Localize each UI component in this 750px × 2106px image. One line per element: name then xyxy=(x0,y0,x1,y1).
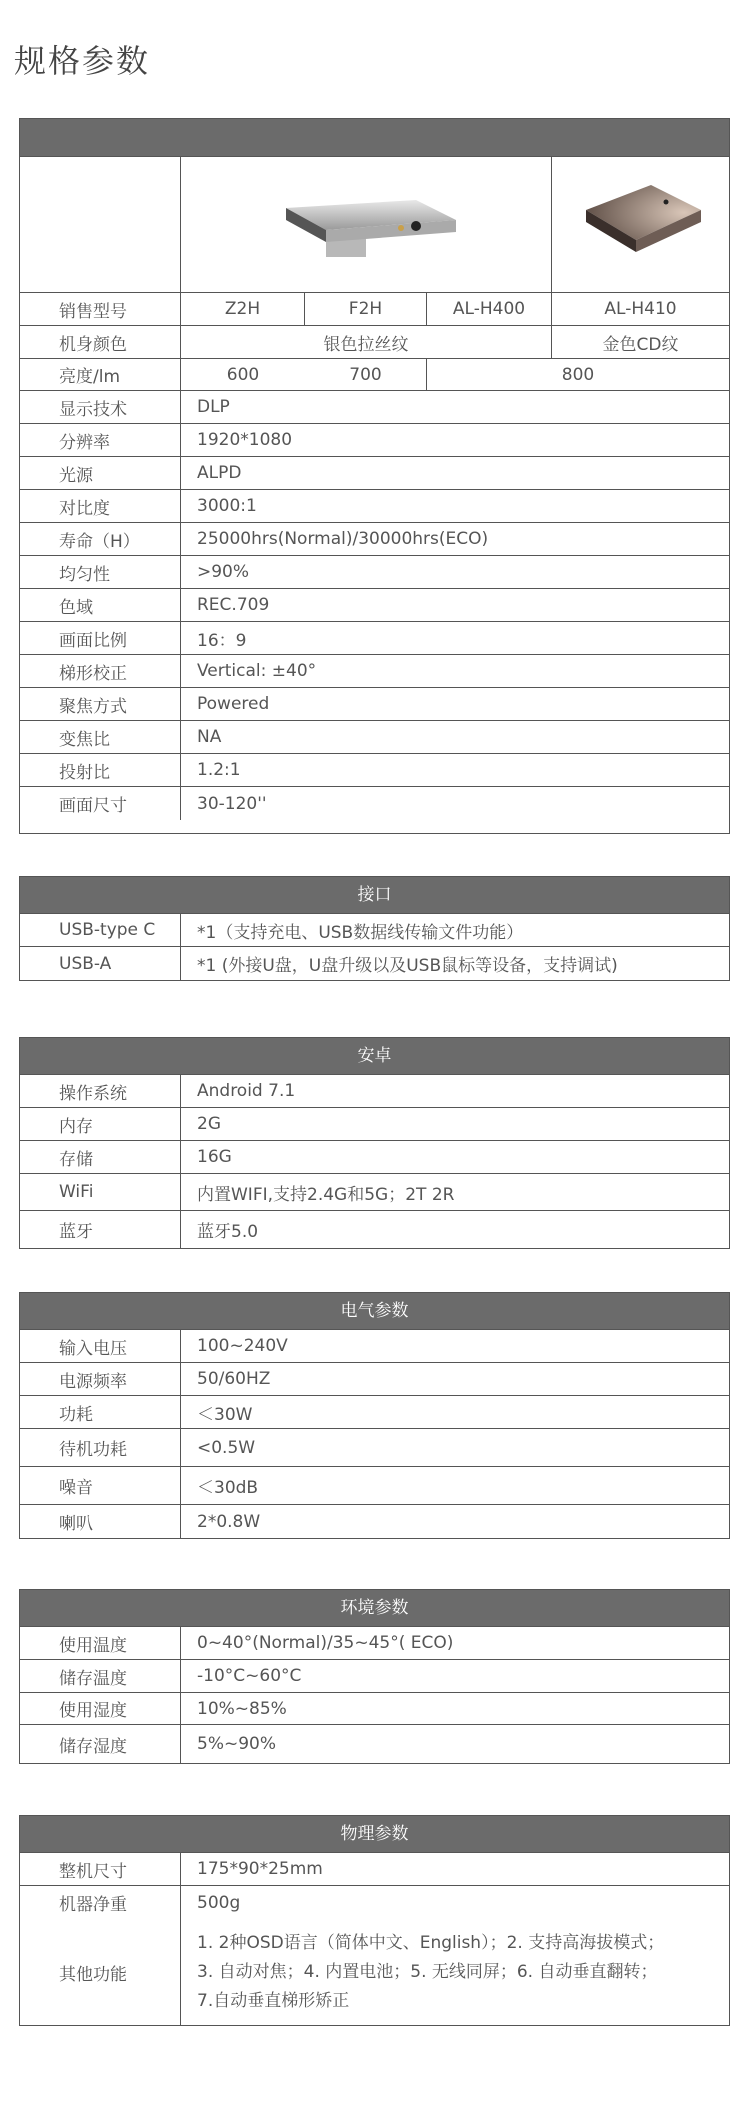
spec-row xyxy=(20,457,729,490)
other-features-row xyxy=(20,1919,729,2025)
spec-row xyxy=(20,490,729,523)
interface-table xyxy=(19,876,730,981)
row-value: *1 (外接U盘，U盘升级以及USB鼠标等设备，支持调试) xyxy=(197,956,618,976)
row-label: 聚焦方式 xyxy=(20,688,181,720)
row-value: Powered xyxy=(197,694,270,714)
row-label: 内存 xyxy=(20,1108,181,1140)
spec-row xyxy=(20,1886,729,1919)
other-features-value xyxy=(181,1919,729,2025)
row-value: ＜30W xyxy=(197,1404,253,1425)
row-label: 存储 xyxy=(20,1141,181,1173)
row-value: 2*0.8W xyxy=(197,1511,261,1532)
spec-row xyxy=(20,1211,729,1248)
row-label: 功耗 xyxy=(20,1396,181,1428)
row-label: 整机尺寸 xyxy=(20,1853,181,1885)
page-title: 规格参数 xyxy=(14,42,151,80)
spec-row xyxy=(20,1363,729,1396)
spec-row xyxy=(20,914,729,947)
row-label: 使用湿度 xyxy=(20,1693,181,1724)
sales-model-label: 销售型号 xyxy=(20,293,181,325)
row-label: 输入电压 xyxy=(20,1330,181,1362)
row-value: 25000hrs(Normal)/30000hrs(ECO) xyxy=(197,529,489,549)
projector-silver-image xyxy=(266,180,466,270)
spec-row xyxy=(20,1429,729,1467)
spec-table xyxy=(19,118,730,834)
row-label: 对比度 xyxy=(20,490,181,522)
row-value: 3000:1 xyxy=(197,496,257,516)
other-features-label: 其他功能 xyxy=(20,1919,181,2025)
spec-row xyxy=(20,947,729,980)
spec-row xyxy=(20,1627,729,1660)
row-value: 5%~90% xyxy=(197,1734,276,1754)
model-cell: F2H xyxy=(305,293,427,325)
spec-row xyxy=(20,1141,729,1174)
section-title: 电气参数 xyxy=(20,1293,729,1330)
row-label: 梯形校正 xyxy=(20,655,181,687)
body-color-label: 机身颜色 xyxy=(20,326,181,358)
spec-row xyxy=(20,391,729,424)
row-value: 0~40°(Normal)/35~45°( ECO) xyxy=(197,1633,454,1653)
spec-row xyxy=(20,1174,729,1211)
environment-table xyxy=(19,1589,730,1764)
row-value: 10%~85% xyxy=(197,1698,287,1719)
product-image-silver xyxy=(181,157,552,292)
spec-row xyxy=(20,1505,729,1538)
spec-row xyxy=(20,556,729,589)
row-value: REC.709 xyxy=(197,595,270,615)
row-value: -10°C~60°C xyxy=(197,1666,302,1686)
physical-table xyxy=(19,1815,730,2026)
projector-gold-image xyxy=(576,180,706,270)
row-label: 画面尺寸 xyxy=(20,787,181,820)
row-label: 色域 xyxy=(20,589,181,621)
spec-row xyxy=(20,1853,729,1886)
row-label: 储存湿度 xyxy=(20,1725,181,1763)
row-value: 2G xyxy=(197,1114,221,1134)
spec-row xyxy=(20,1396,729,1429)
row-value: ALPD xyxy=(197,463,242,483)
row-value: <0.5W xyxy=(197,1437,256,1458)
sales-model-row xyxy=(20,293,729,326)
electrical-table xyxy=(19,1292,730,1539)
row-value: 内置WIFI,支持2.4G和5G；2T 2R xyxy=(197,1184,455,1205)
spec-row xyxy=(20,754,729,787)
row-label: 电源频率 xyxy=(20,1363,181,1395)
color-silver: 银色拉丝纹 xyxy=(181,326,552,358)
spec-row xyxy=(20,721,729,754)
spec-row xyxy=(20,1330,729,1363)
row-value: 175*90*25mm xyxy=(197,1859,323,1879)
spec-row xyxy=(20,589,729,622)
row-value: 100~240V xyxy=(197,1336,288,1356)
brightness-row xyxy=(20,359,729,391)
spec-table-header-bar xyxy=(20,119,729,157)
row-label: 变焦比 xyxy=(20,721,181,753)
body-color-row xyxy=(20,326,729,359)
android-table xyxy=(19,1037,730,1249)
spec-row xyxy=(20,688,729,721)
row-label: 均匀性 xyxy=(20,556,181,588)
spec-row xyxy=(20,424,729,457)
row-value: 蓝牙5.0 xyxy=(197,1222,259,1242)
row-label: 操作系统 xyxy=(20,1075,181,1107)
row-label: 机器净重 xyxy=(20,1886,181,1919)
row-value: DLP xyxy=(197,397,230,417)
row-label: 喇叭 xyxy=(20,1505,181,1538)
row-value: 30-120'' xyxy=(197,793,267,814)
spec-row xyxy=(20,787,729,820)
section-title: 环境参数 xyxy=(20,1590,729,1627)
color-gold: 金色CD纹 xyxy=(602,334,679,355)
spec-row xyxy=(20,1693,729,1725)
row-label: 投射比 xyxy=(20,754,181,786)
other-feature-line: 3. 自动对焦；4. 内置电池；5. 无线同屏；6. 自动垂直翻转； xyxy=(197,1961,658,1982)
row-label: 光源 xyxy=(20,457,181,489)
spec-row xyxy=(20,1660,729,1693)
row-label: 噪音 xyxy=(20,1467,181,1504)
spec-row xyxy=(20,1725,729,1763)
brightness-value: 800 xyxy=(561,364,595,385)
row-value: 500g xyxy=(197,1892,241,1913)
row-value: ＜30dB xyxy=(197,1478,259,1498)
spec-row xyxy=(20,1108,729,1141)
other-feature-line: 7.自动垂直梯形矫正 xyxy=(197,1990,350,2011)
row-label: 使用温度 xyxy=(20,1627,181,1659)
other-feature-line: 1. 2种OSD语言（简体中文、English）；2. 支持高海拔模式； xyxy=(197,1932,665,1953)
row-value: 1.2:1 xyxy=(197,760,241,780)
row-label: USB-type C xyxy=(20,914,181,946)
brightness-label: 亮度/lm xyxy=(20,359,181,390)
row-value: >90% xyxy=(197,562,250,582)
spec-row xyxy=(20,523,729,556)
row-label: 画面比例 xyxy=(20,622,181,654)
section-title: 安卓 xyxy=(20,1038,729,1075)
spec-row xyxy=(20,655,729,688)
model-cell: AL-H410 xyxy=(604,299,677,319)
row-label: 寿命（H） xyxy=(20,523,181,555)
row-label: 显示技术 xyxy=(20,391,181,423)
spec-row xyxy=(20,622,729,655)
row-label: WiFi xyxy=(20,1174,181,1210)
row-label: 分辨率 xyxy=(20,424,181,456)
row-value: 50/60HZ xyxy=(197,1369,271,1389)
row-value: Vertical: ±40° xyxy=(197,661,317,681)
model-cell: AL-H400 xyxy=(427,293,552,325)
row-label: 待机功耗 xyxy=(20,1429,181,1466)
brightness-value: 700 xyxy=(305,359,427,390)
section-title: 物理参数 xyxy=(20,1816,729,1853)
row-value: Android 7.1 xyxy=(197,1081,296,1101)
row-label: 储存温度 xyxy=(20,1660,181,1692)
product-image-row xyxy=(20,157,729,293)
spec-row xyxy=(20,1467,729,1505)
row-value: 16：9 xyxy=(197,630,247,651)
row-value: 16G xyxy=(197,1147,232,1167)
row-value: 1920*1080 xyxy=(197,430,293,450)
row-label: USB-A xyxy=(20,947,181,980)
row-value: NA xyxy=(197,727,222,747)
brightness-value: 600 xyxy=(226,364,260,385)
product-image-gold xyxy=(552,157,729,292)
row-label: 蓝牙 xyxy=(20,1211,181,1248)
row-value: *1（支持充电、USB数据线传输文件功能） xyxy=(197,922,524,943)
model-cell: Z2H xyxy=(181,293,305,325)
section-title: 接口 xyxy=(20,877,729,914)
spec-row xyxy=(20,1075,729,1108)
